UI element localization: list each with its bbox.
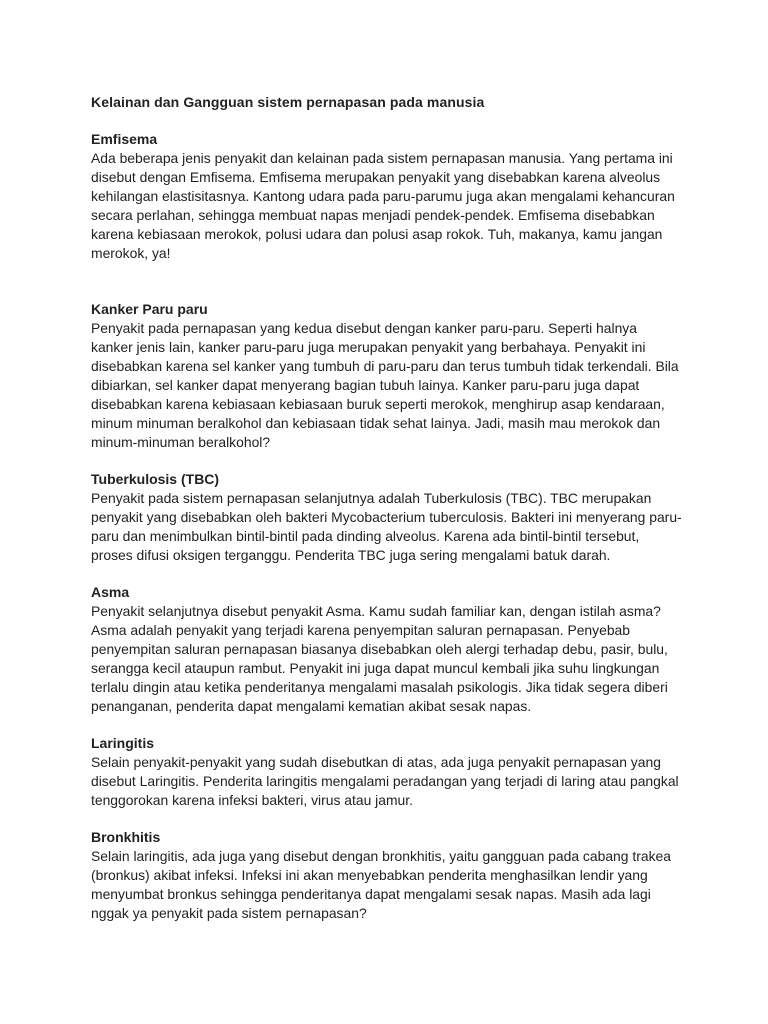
section-body — [91, 847, 683, 923]
text-line: Asma adalah penyakit yang terjadi karena penyempitan saluran pernapasan. Penyebab — [91, 622, 631, 638]
section-bronkhitis — [91, 828, 683, 923]
text-line: kanker jenis lain, kanker paru-paru juga merupakan penyakit yang berbahaya. Penyakit ini — [91, 339, 646, 355]
section-body — [91, 489, 683, 565]
section-heading: Bronkhitis — [91, 829, 161, 845]
text-line: kehilangan elastisitasnya. Kantong udara pada paru-parumu juga akan mengalami kehancuran — [91, 188, 675, 204]
section-laringitis — [91, 734, 683, 810]
text-line: Selain penyakit-penyakit yang sudah disebutkan di atas, ada juga penyakit pernapasan yang — [91, 754, 661, 770]
text-line: proses difusi oksigen terganggu. Penderita TBC juga sering mengalami batuk darah. — [91, 547, 611, 563]
section-asma — [91, 583, 683, 716]
text-line: disebut Laringitis. Penderita laringitis mengalami peradangan yang terjadi di laring atau pangkal — [91, 773, 679, 789]
text-line: menyumbat bronkus sehingga penderitanya dapat mengalami sesak napas. Masih ada lagi — [91, 886, 651, 902]
text-line: penyempitan saluran pernapasan biasanya disebabkan oleh alergi terhadap debu, pasir, bulu, — [91, 641, 668, 657]
section-emfisema — [91, 130, 683, 263]
section-kanker-paru — [91, 300, 683, 452]
text-line: Penyakit selanjutnya disebut penyakit Asma. Kamu sudah familiar kan, dengan istilah asma? — [91, 603, 661, 619]
text-line: Selain laringitis, ada juga yang disebut dengan bronkhitis, yaitu gangguan pada cabang trakea — [91, 848, 671, 864]
text-line: serangga kecil ataupun rambut. Penyakit ini juga dapat muncul kembali jika suhu lingkungan — [91, 660, 660, 676]
section-body — [91, 319, 683, 452]
text-line: karena kebiasaan merokok, polusi udara dan polusi asap rokok. Tuh, makanya, kamu jangan — [91, 226, 663, 242]
section-body — [91, 149, 683, 263]
text-line: disebut dengan Emfisema. Emfisema merupakan penyakit yang disebabkan karena alveolus — [91, 169, 661, 185]
text-line: (bronkus) akibat infeksi. Infeksi ini akan menyebabkan penderita menghasilkan lendir yang — [91, 867, 648, 883]
text-line: disebabkan karena kebiasaan kebiasaan buruk seperti merokok, menghirup asap kendaraan, — [91, 396, 665, 412]
text-line: terlalu dingin atau ketika penderitanya mengalami masalah psikologis. Jika tidak segera diberi — [91, 679, 668, 695]
text-line: dibiarkan, sel kanker dapat menyerang bagian tubuh lainya. Kanker paru-paru juga dapat — [91, 377, 640, 393]
section-heading: Kanker Paru paru — [91, 301, 208, 317]
document-page — [91, 93, 683, 941]
text-line: Ada beberapa jenis penyakit dan kelainan pada sistem pernapasan manusia. Yang pertama ini — [91, 150, 673, 166]
text-line: merokok, ya! — [91, 245, 171, 261]
text-line: minum minuman beralkohol dan kebiasaan tidak sehat lainya. Jadi, masih mau merokok dan — [91, 415, 661, 431]
section-heading: Emfisema — [91, 131, 158, 147]
text-line: minum-minuman beralkohol? — [91, 434, 271, 450]
section-heading: Tuberkulosis (TBC) — [91, 471, 220, 487]
text-line: disebabkan karena sel kanker yang tumbuh di paru-paru dan terus tumbuh tidak terkendali. Bila — [91, 358, 679, 374]
text-line: nggak ya penyakit pada sistem pernapasan? — [91, 905, 367, 921]
section-tuberkulosis — [91, 470, 683, 565]
text-line: penanganan, penderita dapat mengalami kematian akibat sesak napas. — [91, 698, 532, 714]
section-body — [91, 753, 683, 810]
section-body — [91, 602, 683, 716]
text-line: Penyakit pada sistem pernapasan selanjutnya adalah Tuberkulosis (TBC). TBC merupakan — [91, 490, 652, 506]
text-line: secara perlahan, sehingga membuat napas menjadi pendek-pendek. Emfisema disebabkan — [91, 207, 655, 223]
text-line: tenggorokan karena infeksi bakteri, virus atau jamur. — [91, 792, 413, 808]
text-line: penyakit yang disebabkan oleh bakteri Mycobacterium tuberculosis. Bakteri ini menyerang paru- — [91, 509, 682, 525]
section-heading: Laringitis — [91, 735, 155, 751]
text-line: paru dan menimbulkan bintil-bintil pada dinding alveolus. Karena ada bintil-bintil tersebut, — [91, 528, 640, 544]
document-title: Kelainan dan Gangguan sistem pernapasan pada manusia — [91, 94, 485, 110]
text-line: Penyakit pada pernapasan yang kedua disebut dengan kanker paru-paru. Seperti halnya — [91, 320, 637, 336]
section-heading: Asma — [91, 584, 130, 600]
